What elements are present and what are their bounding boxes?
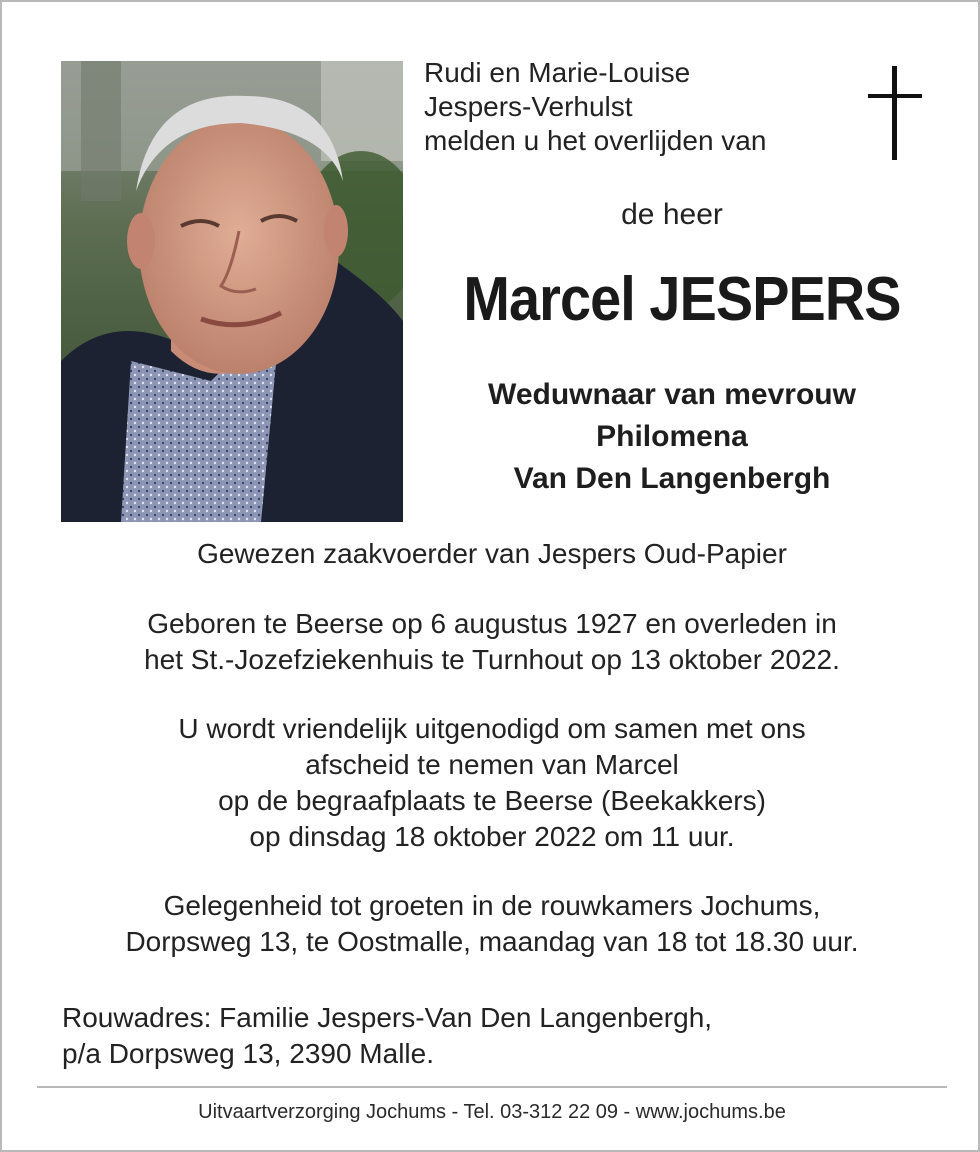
funeral-invitation: [2, 711, 980, 855]
honorific: de heer: [621, 198, 723, 231]
intro-line-3: melden u het overlijden van: [424, 125, 767, 156]
mourning-address: [62, 1000, 712, 1072]
invitation-line-4: op dinsdag 18 oktober 2022 om 11 uur.: [249, 821, 735, 852]
footer-divider: [37, 1086, 947, 1088]
viewing-line-1: Gelegenheid tot groeten in de rouwkamers Jochums,: [163, 890, 821, 921]
birth-death-line-1: Geboren te Beerse op 6 augustus 1927 en overleden in: [147, 608, 837, 639]
portrait-photo: [61, 61, 403, 522]
invitation-line-3: op de begraafplaats te Beerse (Beekakkers): [218, 785, 766, 816]
widow-line-3: Van Den Langenbergh: [513, 462, 831, 495]
deceased-name: Marcel JESPERS: [463, 265, 901, 334]
invitation-line-1: U wordt vriendelijk uitgenodigd om samen met ons: [178, 713, 806, 744]
funeral-home-footer: Uitvaartverzorging Jochums - Tel. 03-312 22 09 - www.jochums.be: [198, 1101, 786, 1123]
birth-death-info: [2, 606, 980, 678]
address-line-1: Rouwadres: Familie Jespers-Van Den Langenbergh,: [62, 1002, 713, 1033]
announcement-intro: [424, 56, 766, 158]
birth-death-line-2: het St.-Jozefziekenhuis te Turnhout op 13 oktober 2022.: [144, 644, 840, 675]
widow-line-1: Weduwnaar van mevrouw: [488, 378, 856, 411]
intro-line-2: Jespers-Verhulst: [424, 91, 633, 122]
intro-line-1: Rudi en Marie-Louise: [424, 57, 691, 88]
invitation-line-2: afscheid te nemen van Marcel: [305, 749, 679, 780]
cross-icon: [868, 66, 922, 160]
widower-statement: [432, 374, 912, 500]
address-line-2: p/a Dorpsweg 13, 2390 Malle.: [62, 1038, 434, 1069]
occupation: Gewezen zaakvoerder van Jespers Oud-Papier: [197, 538, 787, 569]
viewing-info: [2, 888, 980, 960]
viewing-line-2: Dorpsweg 13, te Oostmalle, maandag van 18 tot 18.30 uur.: [125, 926, 859, 957]
widow-line-2: Philomena: [596, 420, 748, 453]
